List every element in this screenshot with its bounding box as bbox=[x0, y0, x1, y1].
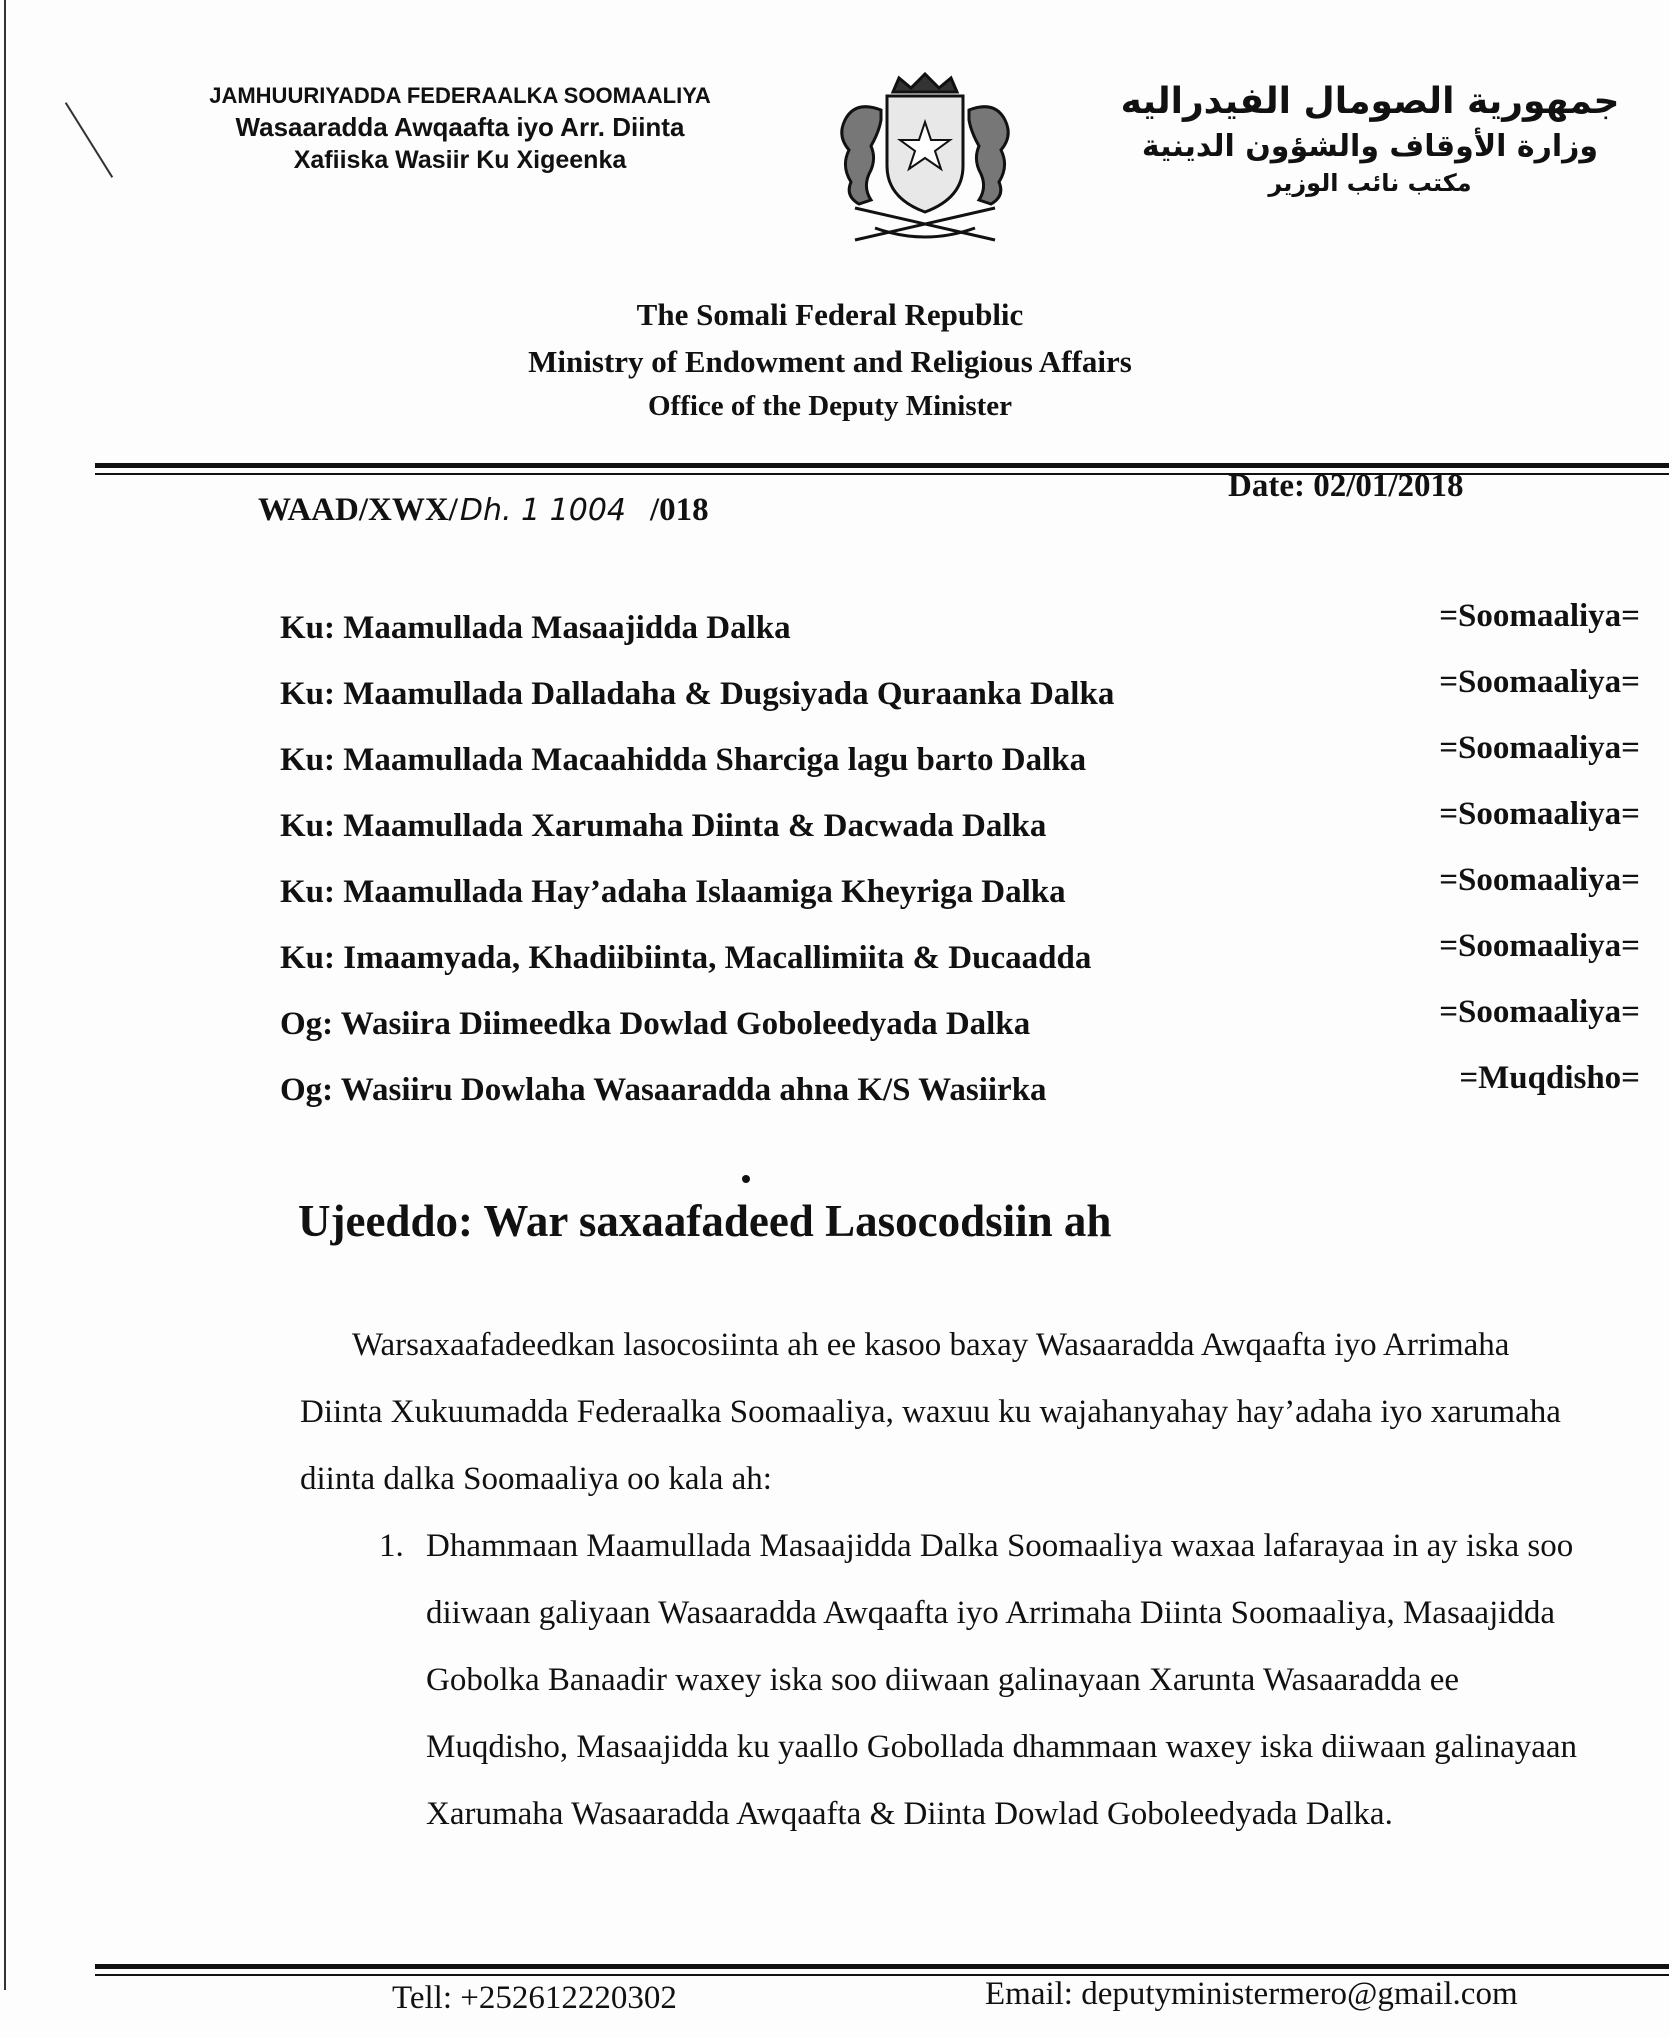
recipient-row bbox=[280, 796, 1640, 862]
letterhead-english-line: Ministry of Endowment and Religious Affairs bbox=[528, 343, 1132, 379]
letter-subject: Ujeeddo: War saxaafadeed Lasocodsiin ah bbox=[298, 1196, 1112, 1246]
recipient-place: =Soomaaliya= bbox=[1439, 862, 1640, 898]
letterhead-somali-line: Wasaaradda Awqaafta iyo Arr. Diinta bbox=[235, 111, 685, 142]
recipient-name: Ku: Maamullada Dalladaha & Dugsiyada Quraanka Dalka bbox=[280, 676, 1115, 712]
recipient-name: Ku: Imaamyada, Khadiibiinta, Macallimiita & Ducaadda bbox=[280, 940, 1092, 976]
body-list bbox=[300, 1513, 1600, 1848]
recipient-row bbox=[280, 598, 1640, 664]
recipient-row bbox=[280, 730, 1640, 796]
recipient-row bbox=[280, 994, 1640, 1060]
body-intro: Warsaxaafadeedkan lasocosiinta ah ee kasoo baxay Wasaaradda Awqaafta iyo Arrimaha Diinta Xukuumadda Federaalka Soomaaliya, waxuu ku wajahanyahay hay’adaha iyo xarumaha diinta dalka Soomaaliya oo kala ah: bbox=[300, 1327, 1561, 1497]
letterhead-arabic-line: مكتب نائب الوزير bbox=[1268, 169, 1472, 198]
somalia-emblem-icon bbox=[815, 70, 1035, 250]
reference-handwritten: Dh. 1 1004 bbox=[459, 493, 627, 528]
recipient-place: =Soomaaliya= bbox=[1439, 730, 1640, 766]
page-edge-line bbox=[4, 0, 6, 1990]
letter-date: Date: 02/01/2018 bbox=[1228, 468, 1464, 504]
recipient-name: Ku: Maamullada Masaajidda Dalka bbox=[280, 610, 791, 646]
body-list-item: 1. Dhammaan Maamullada Masaajidda Dalka Soomaaliya waxaa lafarayaa in ay iska soo diiwaan galiyaan Wasaaradda Awqaafta iyo Arrimaha Diinta Soomaaliya, Masaajidda Gobolka Banaadir waxey iska soo diiwaan galinayaan Xarunta Wasaaradda ee Muqdisho, Masaajidda ku yaallo Gobollada dhammaan waxey iska diiwaan galinayaan Xarumaha Wasaaradda Awqaafta & Diinta Dowlad Goboleedyada Dalka. bbox=[412, 1513, 1600, 1848]
footer-rule-thick bbox=[95, 1964, 1669, 1969]
recipient-name: Ku: Maamullada Macaahidda Sharciga lagu barto Dalka bbox=[280, 742, 1087, 778]
recipient-name: Ku: Maamullada Xarumaha Diinta & Dacwada Dalka bbox=[280, 808, 1047, 844]
letterhead-english-line: Office of the Deputy Minister bbox=[647, 390, 1012, 422]
footer-telephone: Tell: +252612220302 bbox=[392, 1980, 677, 2016]
recipient-name: Og: Wasiira Diimeedka Dowlad Goboleedyada Dalka bbox=[280, 1006, 1031, 1042]
recipient-place: =Soomaaliya= bbox=[1439, 664, 1640, 700]
letterhead-arabic bbox=[1110, 78, 1630, 199]
pen-mark bbox=[65, 102, 113, 178]
recipient-place: =Muqdisho= bbox=[1459, 1060, 1640, 1096]
letter-body bbox=[300, 1312, 1600, 1848]
letterhead-arabic-line: جمهورية الصومال الفيدراليه bbox=[1120, 81, 1620, 122]
reference-prefix: WAAD/XWX/ bbox=[258, 492, 458, 528]
recipient-place: =Soomaaliya= bbox=[1439, 598, 1640, 634]
footer-email: Email: deputyministermero@gmail.com bbox=[985, 1976, 1518, 2012]
letterhead-arabic-line: وزارة الأوقاف والشؤون الدينية bbox=[1141, 128, 1599, 164]
letterhead-english-line: The Somali Federal Republic bbox=[636, 297, 1024, 332]
recipient-row bbox=[280, 1060, 1640, 1126]
reference-suffix: /018 bbox=[650, 492, 709, 528]
letterhead-somali-line: Xafiiska Wasiir Ku Xigeenka bbox=[293, 146, 627, 175]
letterhead-somali-line: JAMHUURIYADDA FEDERAALKA SOOMAALIYA bbox=[209, 83, 711, 108]
recipient-place: =Soomaaliya= bbox=[1439, 928, 1640, 964]
stray-dot bbox=[742, 1175, 750, 1183]
recipient-place: =Soomaaliya= bbox=[1439, 796, 1640, 832]
recipients-list bbox=[280, 598, 1640, 1126]
recipient-row bbox=[280, 664, 1640, 730]
recipient-name: Og: Wasiiru Dowlaha Wasaaradda ahna K/S Wasiirka bbox=[280, 1072, 1047, 1108]
recipient-row bbox=[280, 928, 1640, 994]
letterhead-somali bbox=[140, 82, 780, 177]
recipient-place: =Soomaaliya= bbox=[1439, 994, 1640, 1030]
recipient-row bbox=[280, 862, 1640, 928]
reference-number bbox=[258, 492, 709, 529]
recipient-name: Ku: Maamullada Hay’adaha Islaamiga Kheyriga Dalka bbox=[280, 874, 1066, 910]
letterhead-english bbox=[480, 292, 1180, 429]
